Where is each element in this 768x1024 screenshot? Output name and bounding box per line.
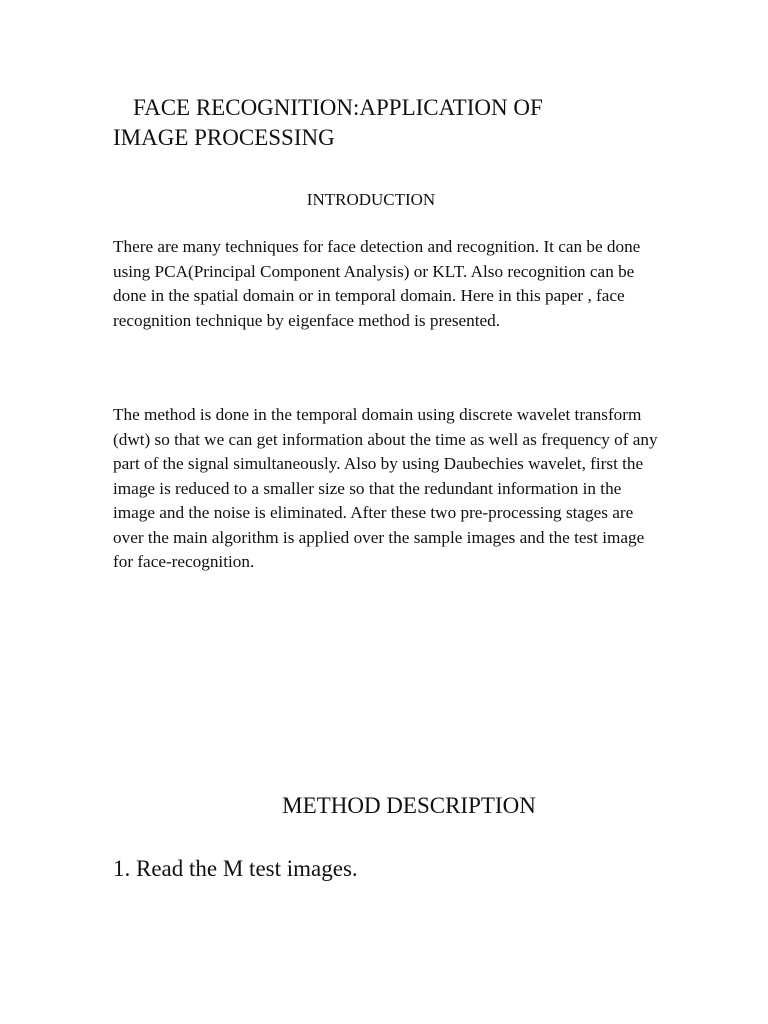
step-1: 1. Read the M test images. <box>113 856 358 881</box>
title-line-1: FACE RECOGNITION:APPLICATION OF <box>133 95 543 120</box>
method-description-heading: METHOD DESCRIPTION <box>282 793 536 818</box>
title-line-2: IMAGE PROCESSING <box>113 125 335 150</box>
method-paragraph: The method is done in the temporal domain using discrete wavelet transform (dwt) so that we can get information about the time as well as frequency of any part of the signal simultaneously. Also by using Daubechies wavelet, first the image is reduced to a smaller size so that the redundant information in the image and the noise is eliminated. After these two pre-processing stages are over the main algorithm is applied over the sample images and the test image for face-recognition. <box>113 405 658 571</box>
introduction-heading: INTRODUCTION <box>306 190 436 209</box>
introduction-paragraph: There are many techniques for face detection and recognition. It can be done using PCA(Principal Component Analysis) or KLT. Also recognition can be done in the spatial domain or in temporal domain. Here in this paper , face recognition technique by eigenface method is presented. <box>113 237 641 330</box>
document-title <box>113 93 613 153</box>
